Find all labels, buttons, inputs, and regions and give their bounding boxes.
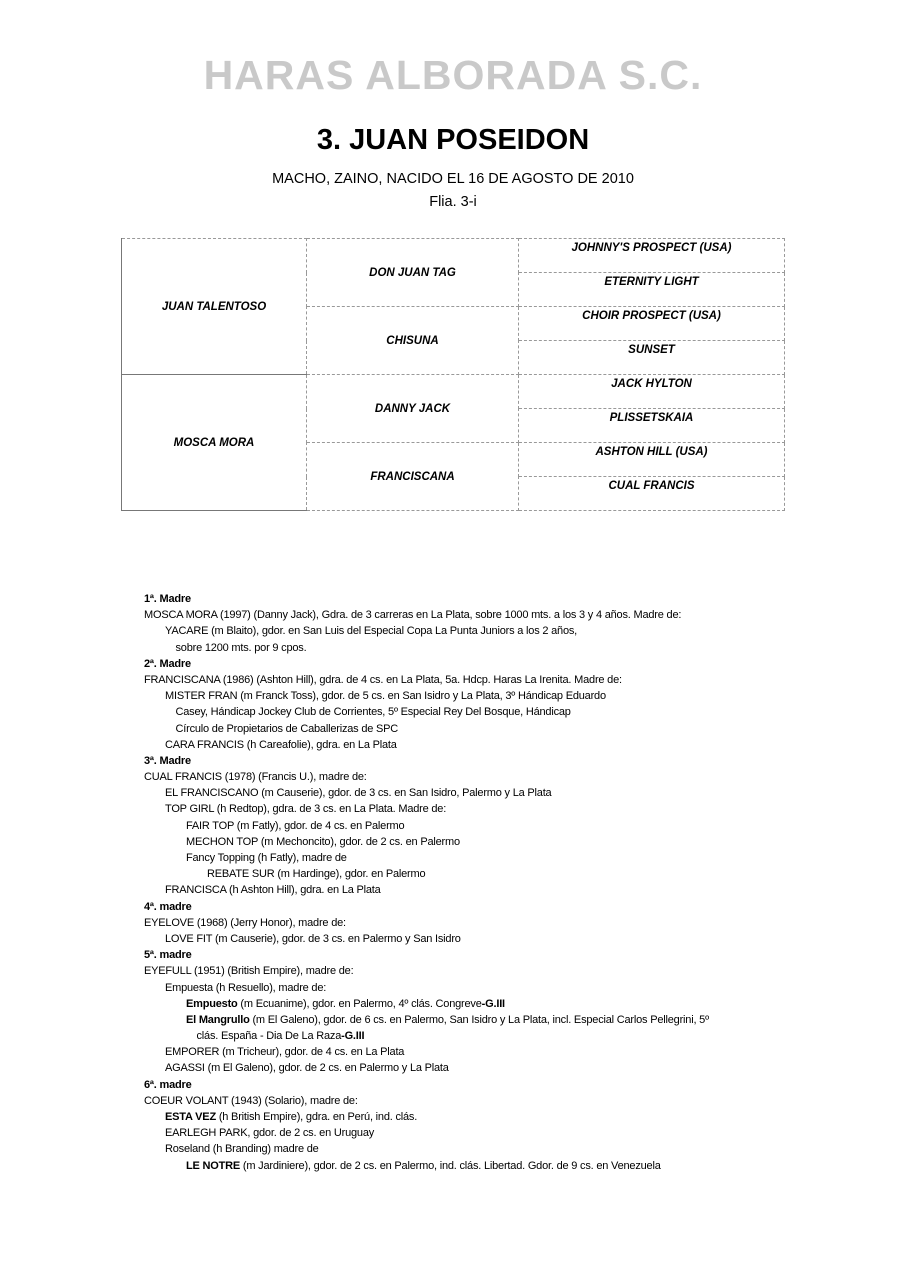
note-line <box>144 721 804 737</box>
text-segment: YACARE (m Blaito), gdor. en San Luis del Especial Copa La Punta Juniors a los 2 años, <box>165 625 578 638</box>
text-segment: Casey, Hándicap Jockey Club de Corrientes, 5º Especial Rey Del Bosque, Hándicap <box>175 706 571 719</box>
text-segment: 6ª. madre <box>144 1078 192 1091</box>
note-line <box>144 1093 804 1109</box>
generation-heading <box>144 591 804 607</box>
text-segment: sobre 1200 mts. por 9 cpos. <box>175 641 307 654</box>
pedigree-dam-dam: FRANCISCANA <box>307 443 519 511</box>
note-line <box>144 834 804 850</box>
note-line <box>144 1012 804 1028</box>
text-segment: Círculo de Propietarios de Caballerizas de SPC <box>175 722 399 735</box>
generation-heading <box>144 753 804 769</box>
note-line <box>144 1125 804 1141</box>
note-line <box>144 785 804 801</box>
note-line <box>144 818 804 834</box>
pedigree-table <box>121 238 785 511</box>
generation-heading <box>144 656 804 672</box>
text-segment: EMPORER (m Tricheur), gdor. de 4 cs. en La Plata <box>165 1046 405 1059</box>
text-segment: MECHON TOP (m Mechoncito), gdor. de 2 cs. en Palermo <box>186 835 460 848</box>
family-line: Flia. 3-i <box>429 194 477 210</box>
text-segment: EL FRANCISCANO (m Causerie), gdor. de 3 cs. en San Isidro, Palermo y La Plata <box>165 787 552 800</box>
text-segment: REBATE SUR (m Hardinge), gdor. en Palermo <box>207 868 426 881</box>
text-segment: 1ª. Madre <box>144 593 191 605</box>
bold-segment: ESTA VEZ <box>165 1111 216 1123</box>
bold-segment: LE NOTRE <box>186 1159 241 1172</box>
note-line <box>144 704 804 720</box>
note-line <box>144 623 804 639</box>
text-segment: 3ª. Madre <box>144 754 191 767</box>
text-segment: EYELOVE (1968) (Jerry Honor), madre de: <box>144 916 346 929</box>
pedigree-gen3: ASHTON HILL (USA) <box>519 443 785 477</box>
note-line <box>144 963 804 979</box>
pedigree-sire-dam: CHISUNA <box>307 307 519 375</box>
note-line <box>144 1060 804 1076</box>
text-segment: (m Ecuanime), gdor. en Palermo, 4º clás. Congreve <box>237 997 482 1010</box>
text-segment: 2ª. Madre <box>144 657 191 670</box>
note-line <box>144 1141 804 1157</box>
bold-segment: -G.III <box>341 1030 365 1043</box>
pedigree-gen3: SUNSET <box>519 341 785 375</box>
pedigree-gen3: JACK HYLTON <box>519 375 785 409</box>
text-segment: FRANCISCA (h Ashton Hill), gdra. en La Plata <box>165 884 381 897</box>
bold-segment: -G.III <box>481 997 505 1010</box>
note-line <box>144 769 804 785</box>
text-segment: MOSCA MORA (1997) (Danny Jack), Gdra. de 3 carreras en La Plata, sobre 1000 mts. a los 3 y 4 años. Madre de: <box>144 609 682 622</box>
text-segment: TOP GIRL (h Redtop), gdra. de 3 cs. en La Plata. Madre de: <box>165 803 447 816</box>
text-segment: (m El Galeno), gdor. de 6 cs. en Palermo, San Isidro y La Plata, incl. Especial Carlos Pellegrini, 5º <box>249 1013 709 1026</box>
horse-description: MACHO, ZAINO, NACIDO EL 16 DE AGOSTO DE 2010 <box>272 171 634 187</box>
text-segment: MISTER FRAN (m Franck Toss), gdor. de 5 cs. en San Isidro y La Plata, 3º Hándicap Eduardo <box>165 690 606 703</box>
note-line <box>144 607 804 623</box>
pedigree-sire-sire: DON JUAN TAG <box>307 239 519 307</box>
note-line <box>144 996 804 1012</box>
pedigree-gen3: CHOIR PROSPECT (USA) <box>519 307 785 341</box>
text-segment: EARLEGH PARK, gdor. de 2 cs. en Uruguay <box>165 1127 375 1140</box>
text-segment: (h British Empire), gdra. en Perú, ind. clás. <box>215 1111 418 1123</box>
text-segment: clás. España - Dia De La Raza <box>196 1030 342 1043</box>
text-segment: 4ª. madre <box>144 900 192 913</box>
note-line <box>144 1044 804 1060</box>
text-segment: 5ª. madre <box>144 949 192 962</box>
text-segment: EYEFULL (1951) (British Empire), madre de: <box>144 965 354 978</box>
note-line <box>144 850 804 866</box>
pedigree-gen3: JOHNNY'S PROSPECT (USA) <box>519 239 785 273</box>
text-segment: LOVE FIT (m Causerie), gdor. de 3 cs. en Palermo y San Isidro <box>165 932 461 945</box>
brand-header: HARAS ALBORADA S.C. <box>203 52 703 98</box>
generation-heading <box>144 1077 804 1093</box>
pedigree-gen3: CUAL FRANCIS <box>519 477 785 511</box>
text-segment: Fancy Topping (h Fatly), madre de <box>186 852 347 864</box>
note-line <box>144 672 804 688</box>
note-line <box>144 688 804 704</box>
note-line <box>144 1109 804 1125</box>
pedigree-gen3: ETERNITY LIGHT <box>519 273 785 307</box>
maternal-line-notes <box>144 591 804 1174</box>
pedigree-gen3: PLISSETSKAIA <box>519 409 785 443</box>
note-line <box>144 1158 804 1174</box>
bold-segment: Empuesto <box>186 997 238 1010</box>
note-line <box>144 737 804 753</box>
text-segment: FAIR TOP (m Fatly), gdor. de 4 cs. en Palermo <box>186 819 405 832</box>
text-segment: CARA FRANCIS (h Careafolie), gdra. en La Plata <box>165 738 397 751</box>
pedigree-dam: MOSCA MORA <box>122 375 307 511</box>
text-segment: CUAL FRANCIS (1978) (Francis U.), madre de: <box>144 771 367 784</box>
note-line <box>144 931 804 947</box>
note-line <box>144 801 804 817</box>
text-segment: FRANCISCANA (1986) (Ashton Hill), gdra. de 4 cs. en La Plata, 5a. Hdcp. Haras La Irenita. Madre de: <box>144 673 622 686</box>
note-line <box>144 882 804 898</box>
bold-segment: El Mangrullo <box>186 1013 250 1026</box>
horse-title: 3. JUAN POSEIDON <box>316 124 590 156</box>
note-line <box>144 915 804 931</box>
text-segment: AGASSI (m El Galeno), gdor. de 2 cs. en Palermo y La Plata <box>165 1062 449 1075</box>
note-line <box>144 1028 804 1044</box>
text-segment: Roseland (h Branding) madre de <box>165 1143 319 1156</box>
text-segment: Empuesta (h Resuello), madre de: <box>165 981 327 994</box>
text-segment: (m Jardiniere), gdor. de 2 cs. en Palermo, ind. clás. Libertad. Gdor. de 9 cs. en Venezuela <box>240 1159 661 1172</box>
generation-heading <box>144 899 804 915</box>
pedigree-sire: JUAN TALENTOSO <box>122 239 307 375</box>
note-line <box>144 980 804 996</box>
generation-heading <box>144 947 804 963</box>
note-line <box>144 866 804 882</box>
note-line <box>144 640 804 656</box>
text-segment: COEUR VOLANT (1943) (Solario), madre de: <box>144 1094 358 1107</box>
pedigree-dam-sire: DANNY JACK <box>307 375 519 443</box>
